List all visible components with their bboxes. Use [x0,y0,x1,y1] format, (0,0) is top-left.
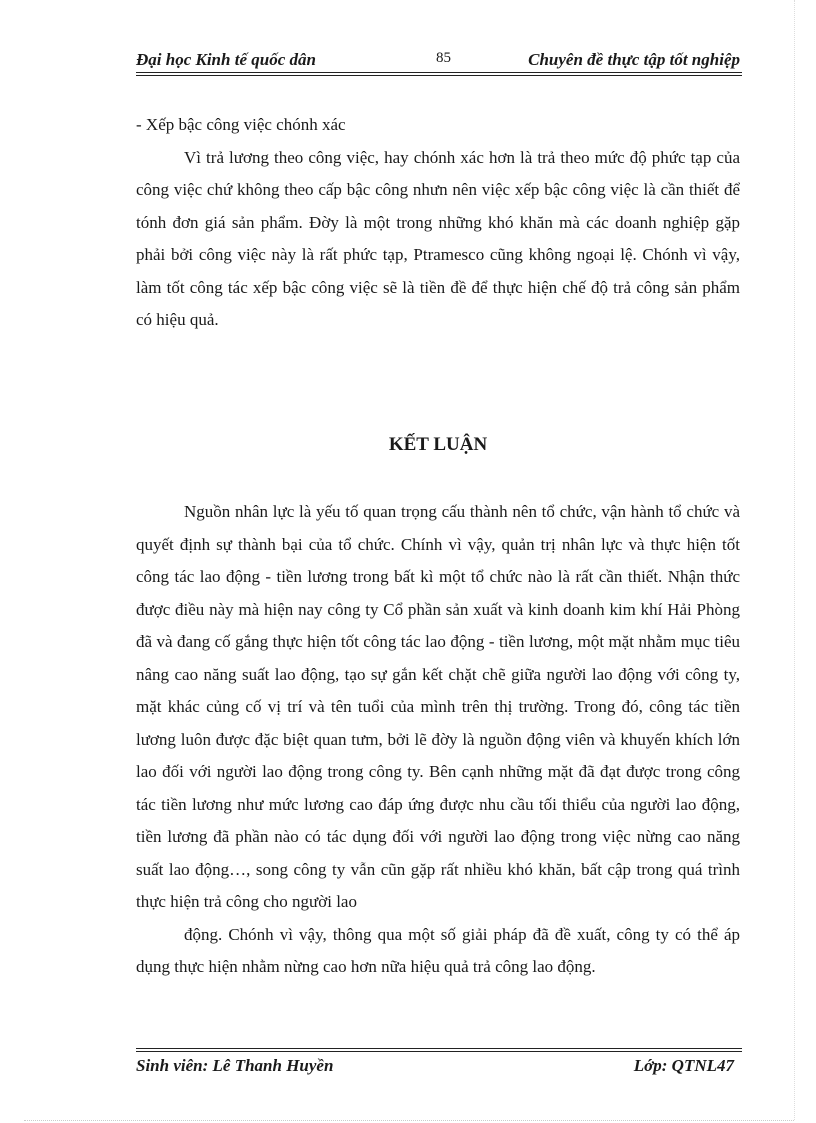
footer-rule-bottom [136,1051,742,1052]
page-number: 85 [436,50,451,66]
header-university: Đại học Kinh tế quốc dân [136,50,316,69]
conclusion-body [136,496,740,984]
footer-student: Sinh viên: Lê Thanh Huyền [136,1056,334,1075]
page-header [136,46,742,72]
page-edge-right [794,0,795,1120]
page-footer [136,1056,740,1078]
page-edge-bottom [24,1120,794,1121]
conclusion-paragraph-2: động. Chónh vì vậy, thông qua một số giải pháp đã đề xuất, công ty có thể áp dụng thực hiện nhằm nừng cao hơn nữa hiệu quả trả công lao động. [136,924,740,976]
section-paragraph: Vì trả lương theo công việc, hay chónh xác hơn là trả theo mức độ phức tạp của công việc chứ không theo cấp bậc công nhưn nên việc xếp bậc công việc là cần thiết để tónh đơn giá sản phẩm. Đờy là một trong những khó khăn mà các doanh nghiệp gặp phải bởi công việc này là rất phức tạp, Ptramesco cũng không ngoại lệ. Chónh vì vậy, làm tốt công tác xếp bậc công việc sẽ là tiền đề để thực hiện chế độ trả công sản phẩm có hiệu quả. [136,147,740,329]
section-item: - Xếp bậc công việc chónh xác [136,115,346,134]
conclusion-paragraph-1: Nguồn nhân lực là yếu tố quan trọng cấu thành nên tổ chức, vận hành tổ chức và quyết định sự thành bại của tổ chức. Chính vì vậy, quản trị nhân lực và thực hiện tốt công tác lao động - tiền lương trong bất kì một tổ chức nào là rất cần thiết. Nhận thức được điều này mà hiện nay công ty Cổ phần sản xuất và kinh doanh kim khí Hải Phòng đã và đang cố gắng thực hiện tốt công tác lao động - tiền lương, một mặt nhằm mục tiêu nâng cao năng suất lao động, tạo sự gắn kết chặt chẽ giữa người lao động với công ty, mặt khác củng cố vị trí và tên tuổi của mình trên thị trường. Trong đó, công tác tiền lương luôn được đặc biệt quan tưm, bởi lẽ đờy là nguồn động viên và khuyến khích lớn lao đối với người lao động trong công ty. Bên cạnh những mặt đã đạt được trong công tác tiền lương như mức lương cao đáp ứng được nhu cầu tối thiểu của người lao động, tiền lương đã phần nào có tác dụng đối với người lao động trong việc nừng cao năng suất lao động…, song công ty vẫn cũn gặp rất nhiều khó khăn, bất cập trong quá trình thực hiện trả công cho người lao [136,502,740,911]
header-document-type: Chuyên đề thực tập tốt nghiệp [528,50,740,69]
header-rule-top [136,72,742,73]
conclusion-title: KẾT LUẬN [388,434,488,455]
footer-rule-top [136,1048,742,1049]
footer-class: Lớp: QTNL47 [633,1056,734,1075]
header-rule-bottom [136,75,742,76]
section-body [136,109,740,337]
